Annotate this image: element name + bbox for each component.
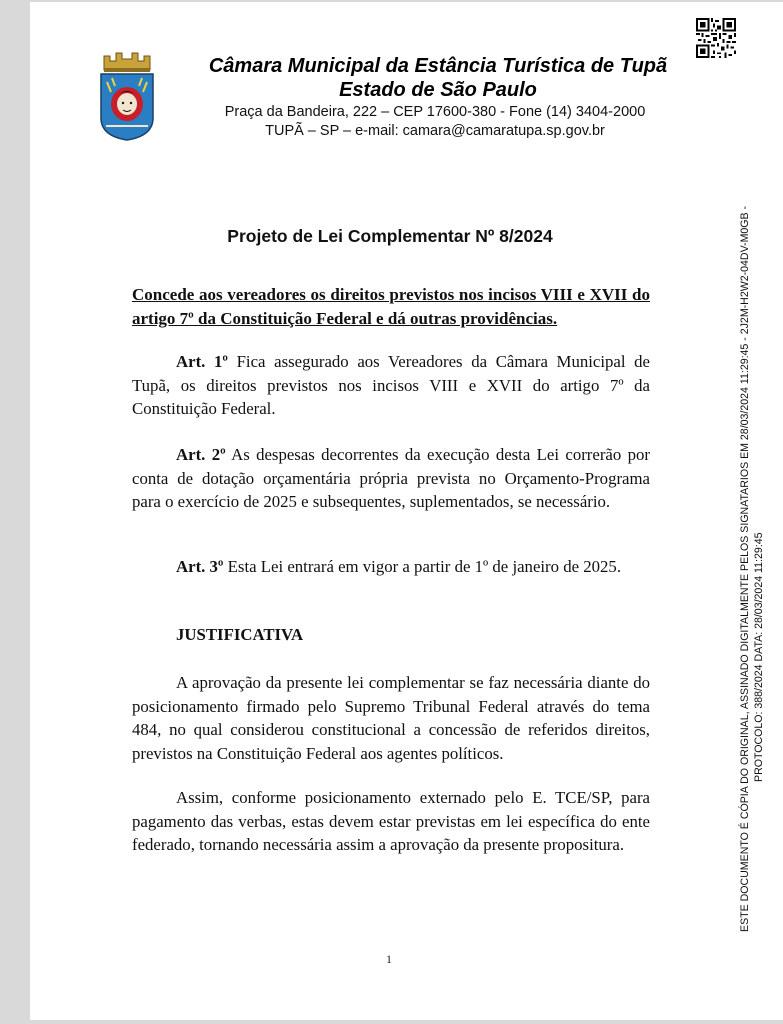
- page-number: 1: [386, 952, 392, 966]
- institution-name: [178, 54, 698, 102]
- justification-paragraph-1-text: A aprovação da presente lei complementar se faz necessária diante do posicionamento firmado pelo Supremo Tribunal Federal através do tema 484, no qual considerou constitucional a concessão de referidos direitos, previstos na Constituição Federal aos agentes políticos.: [132, 673, 650, 763]
- justification-paragraph: [132, 786, 650, 857]
- article-3: [132, 555, 650, 579]
- bill-title: Projeto de Lei Complementar Nº 8/2024: [227, 226, 553, 246]
- article-2: [132, 443, 650, 514]
- article-3-text: Esta Lei entrará em vigor a partir de 1º de janeiro de 2025.: [223, 557, 622, 576]
- justification-heading: JUSTIFICATIVA: [176, 625, 304, 644]
- institution-address: [200, 103, 670, 141]
- article-2-label: Art. 2º: [176, 445, 226, 464]
- article-3-label: Art. 3º: [176, 557, 224, 576]
- address-line2: TUPÃ – SP – e-mail: camara@camaratupa.sp.gov.br: [265, 123, 605, 139]
- institution-name-line2: Estado de São Paulo: [339, 79, 537, 101]
- document-page: [30, 2, 783, 1020]
- article-1-label: Art. 1º: [176, 352, 228, 371]
- coat-of-arms-icon: [98, 48, 156, 142]
- justification-paragraph-2-text: Assim, conforme posicionamento externado pelo E. TCE/SP, para pagamento das verbas, estas devem estar previstas em lei específica do ente federado, tornando necessária assim a aprovação da presente propositura.: [132, 788, 650, 854]
- article-2-text: As despesas decorrentes da execução desta Lei correrão por conta de dotação orçamentária própria prevista no Orçamento-Programa para o exercício de 2025 e subsequentes, suplementados, se necessário.: [132, 445, 650, 511]
- bill-summary: Concede aos vereadores os direitos previstos nos incisos VIII e XVII do artigo 7º da Constituição Federal e dá outras providências.: [132, 285, 650, 328]
- article-1-text: Fica assegurado aos Vereadores da Câmara Municipal de Tupã, os direitos previstos nos incisos VIII e XVII do artigo 7º da Constituição Federal.: [132, 352, 650, 418]
- digital-signature-stamp: [738, 72, 766, 932]
- qr-code-icon: [696, 18, 736, 58]
- justification-paragraph: [132, 671, 650, 765]
- article-1: [132, 350, 650, 421]
- institution-name-line1: Câmara Municipal da Estância Turística de Tupã: [208, 55, 668, 77]
- stamp-line1: ESTE DOCUMENTO É CÓPIA DO ORIGINAL, ASSINADO DIGITALMENTE PELOS SIGNATARIOS EM 28/03/2024 11:29:45 - 2J2M-H2W2-04DV-M0GB -: [739, 205, 751, 932]
- stamp-line2: PROTOCOLO: 388/2024 DATA: 28/03/2024 11:29:45: [753, 532, 765, 782]
- address-line1: Praça da Bandeira, 222 – CEP 17600-380 - Fone (14) 3404-2000: [224, 104, 646, 120]
